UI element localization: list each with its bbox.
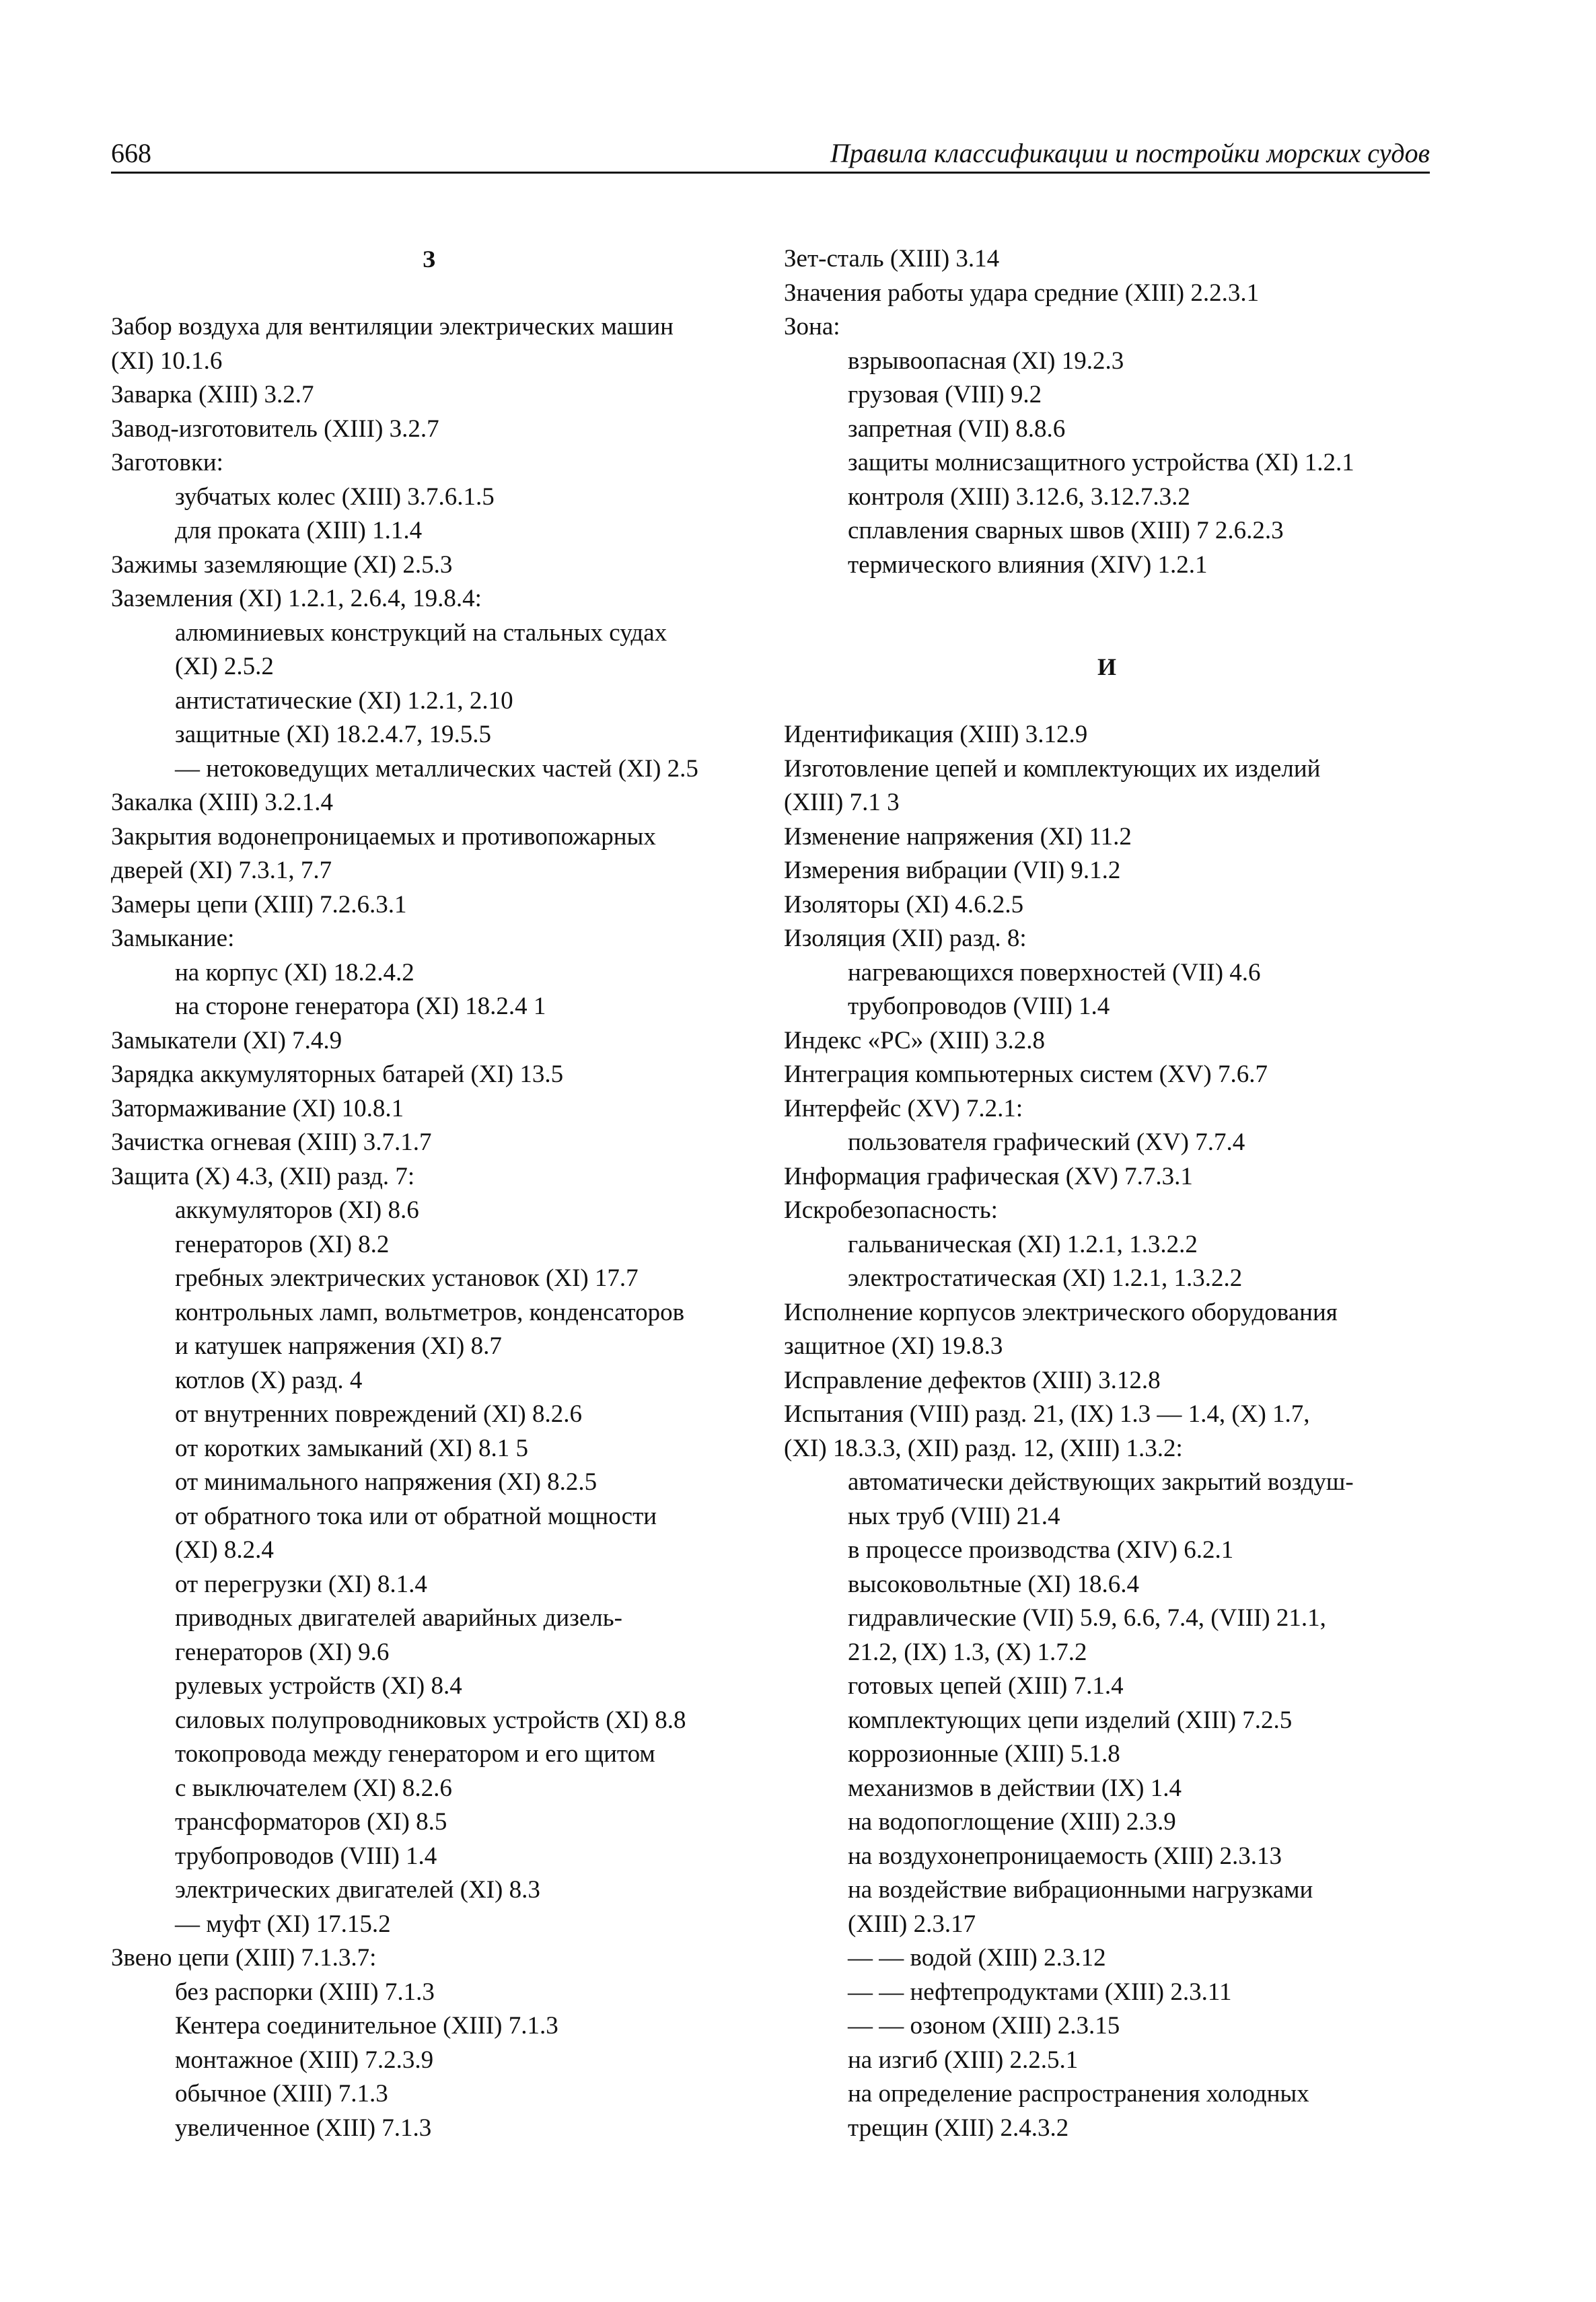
index-entry: Кентера соединительное (XIII) 7.1.3 bbox=[175, 2012, 558, 2040]
index-entry: увеличенное (XIII) 7.1.3 bbox=[175, 2114, 432, 2142]
index-group-z-continued bbox=[784, 242, 1430, 582]
index-entry: — — озоном (XIII) 2.3.15 bbox=[848, 2012, 1120, 2040]
index-entry: защитные (XI) 18.2.4.7, 19.5.5 bbox=[175, 721, 492, 748]
index-entry: с выключателем (XI) 8.2.6 bbox=[175, 1774, 452, 1802]
index-entry: Значения работы удара средние (XIII) 2.2.3.1 bbox=[784, 279, 1260, 307]
section-spacer bbox=[784, 582, 1430, 616]
index-entry: Зачистка огневая (XIII) 3.7.1.7 bbox=[111, 1128, 432, 1156]
index-entry: Испытания (VIII) разд. 21, (IX) 1.3 — 1.4, (X) 1.7, bbox=[784, 1400, 1310, 1428]
index-entry: Зет-сталь (XIII) 3.14 bbox=[784, 245, 1000, 273]
letter-heading-i: И bbox=[1097, 653, 1116, 680]
index-entry: Заварка (XIII) 3.2.7 bbox=[111, 381, 314, 408]
page-number: 668 bbox=[111, 138, 151, 168]
index-entry: трубопроводов (VIII) 1.4 bbox=[848, 993, 1110, 1020]
index-entry: от перегрузки (XI) 8.1.4 bbox=[175, 1570, 427, 1598]
letter-heading-z: З bbox=[422, 246, 435, 273]
index-entry: сплавления сварных швов (XIII) 7 2.6.2.3 bbox=[848, 517, 1284, 544]
index-entry: обычное (XIII) 7.1.3 bbox=[175, 2080, 388, 2108]
index-entry: Изготовление цепей и комплектующих их изделий bbox=[784, 754, 1321, 783]
index-entry: Завод-изготовитель (XIII) 3.2.7 bbox=[111, 415, 439, 443]
index-entry: Закалка (XIII) 3.2.1.4 bbox=[111, 789, 334, 816]
index-entry: Звено цепи (XIII) 7.1.3.7: bbox=[111, 1944, 377, 1972]
index-entry: механизмов в действии (IX) 1.4 bbox=[848, 1774, 1182, 1802]
index-entry: Закрытия водонепроницаемых и противопожарных bbox=[111, 822, 656, 851]
index-entry: — муфт (XI) 17.15.2 bbox=[175, 1910, 391, 1938]
index-entry: токопровода между генератором и его щитом bbox=[175, 1740, 655, 1768]
index-entry: Интеграция компьютерных систем (XV) 7.6.7 bbox=[784, 1060, 1268, 1088]
index-entry: Искробезопасность: bbox=[784, 1196, 998, 1224]
index-entry: на корпус (XI) 18.2.4.2 bbox=[175, 958, 414, 986]
index-entry: Изоляция (XII) разд. 8: bbox=[784, 925, 1027, 952]
index-entry: приводных двигателей аварийных дизель- bbox=[175, 1604, 622, 1632]
index-entry: автоматически действующих закрытий воздуш- bbox=[848, 1468, 1354, 1496]
running-title: Правила классификации и постройки морских судов bbox=[830, 138, 1430, 168]
index-entry: коррозионные (XIII) 5.1.8 bbox=[848, 1740, 1120, 1768]
page-header bbox=[111, 131, 1430, 174]
index-entry: Изоляторы (XI) 4.6.2.5 bbox=[784, 890, 1024, 919]
index-entry: рулевых устройств (XI) 8.4 bbox=[175, 1672, 462, 1700]
index-entry: Замыкание: bbox=[111, 925, 235, 952]
index-entry: взрывоопасная (XI) 19.2.3 bbox=[848, 347, 1124, 375]
index-entry: пользователя графический (XV) 7.7.4 bbox=[848, 1128, 1245, 1156]
index-entry: (XI) 8.2.4 bbox=[175, 1536, 274, 1564]
index-entry: высоковольтные (XI) 18.6.4 bbox=[848, 1570, 1139, 1598]
index-entry: грузовая (VIII) 9.2 bbox=[848, 381, 1042, 408]
index-entry: защитное (XI) 19.8.3 bbox=[784, 1332, 1003, 1360]
index-column-left bbox=[111, 242, 747, 2145]
index-entry: Затормаживание (XI) 10.8.1 bbox=[111, 1094, 404, 1122]
index-entry: от минимального напряжения (XI) 8.2.5 bbox=[175, 1468, 597, 1496]
index-group-i bbox=[784, 718, 1430, 2145]
index-entry: Изменение напряжения (XI) 11.2 bbox=[784, 822, 1132, 851]
index-entry: комплектующих цепи изделий (XIII) 7.2.5 bbox=[848, 1706, 1293, 1734]
index-entry: ных труб (VIII) 21.4 bbox=[848, 1502, 1060, 1530]
index-entry: — — нефтепродуктами (XIII) 2.3.11 bbox=[848, 1978, 1232, 2006]
index-entry: без распорки (XIII) 7.1.3 bbox=[175, 1978, 435, 2006]
section-spacer bbox=[784, 616, 1430, 651]
index-entry: антистатические (XI) 1.2.1, 2.10 bbox=[175, 686, 513, 715]
index-entry: трансформаторов (XI) 8.5 bbox=[175, 1808, 447, 1836]
index-entry: зубчатых колес (XIII) 3.7.6.1.5 bbox=[175, 482, 495, 511]
index-entry: контрольных ламп, вольтметров, конденсаторов bbox=[175, 1298, 685, 1326]
index-entry: Информация графическая (XV) 7.7.3.1 bbox=[784, 1162, 1193, 1190]
index-entry: от коротких замыканий (XI) 8.1 5 bbox=[175, 1434, 528, 1462]
index-entry: гальваническая (XI) 1.2.1, 1.3.2.2 bbox=[848, 1230, 1198, 1258]
index-entry: (XI) 18.3.3, (XII) разд. 12, (XIII) 1.3.2: bbox=[784, 1434, 1183, 1462]
index-entry: (XI) 2.5.2 bbox=[175, 653, 274, 680]
index-entry: гребных электрических установок (XI) 17.7 bbox=[175, 1264, 639, 1292]
index-entry: Исправление дефектов (XIII) 3.12.8 bbox=[784, 1366, 1161, 1394]
index-entry: Измерения вибрации (VII) 9.1.2 bbox=[784, 857, 1121, 884]
index-entry: на водопоглощение (XIII) 2.3.9 bbox=[848, 1808, 1176, 1836]
index-entry: на определение распространения холодных bbox=[848, 2080, 1309, 2108]
index-entry: для проката (XIII) 1.1.4 bbox=[175, 517, 423, 544]
index-entry: контроля (XIII) 3.12.6, 3.12.7.3.2 bbox=[848, 482, 1190, 511]
index-entry: электрических двигателей (XI) 8.3 bbox=[175, 1876, 540, 1904]
index-entry: силовых полупроводниковых устройств (XI) 8.8 bbox=[175, 1706, 686, 1734]
index-entry: в процессе производства (XIV) 6.2.1 bbox=[848, 1536, 1234, 1564]
index-entry: (XIII) 2.3.17 bbox=[848, 1910, 976, 1938]
index-entry: на воздействие вибрационными нагрузками bbox=[848, 1876, 1313, 1904]
index-entry: нагревающихся поверхностей (VII) 4.6 bbox=[848, 958, 1261, 986]
index-entry: Исполнение корпусов электрического оборудования bbox=[784, 1298, 1338, 1326]
index-entry: — нетоковедущих металлических частей (XI) 2.5 bbox=[175, 754, 698, 783]
index-entry: электростатическая (XI) 1.2.1, 1.3.2.2 bbox=[848, 1264, 1243, 1292]
index-entry: трубопроводов (VIII) 1.4 bbox=[175, 1842, 437, 1870]
index-entry: алюминиевых конструкций на стальных судах bbox=[175, 618, 667, 647]
index-entry: Зона: bbox=[784, 313, 840, 340]
heading-spacer bbox=[784, 684, 1430, 719]
index-entry: — — водой (XIII) 2.3.12 bbox=[848, 1944, 1106, 1972]
index-entry: на изгиб (XIII) 2.2.5.1 bbox=[848, 2046, 1079, 2074]
heading-spacer bbox=[111, 277, 747, 311]
index-entry: Забор воздуха для вентиляции электрических машин bbox=[111, 313, 674, 340]
index-entry: защиты молнисзащитного устройства (XI) 1.2.1 bbox=[848, 449, 1354, 476]
index-entry: от обратного тока или от обратной мощности bbox=[175, 1502, 657, 1530]
index-entry: Замеры цепи (XIII) 7.2.6.3.1 bbox=[111, 890, 407, 919]
index-entry: трещин (XIII) 2.4.3.2 bbox=[848, 2114, 1069, 2142]
index-entry: запретная (VII) 8.8.6 bbox=[848, 415, 1066, 443]
index-entry: Зажимы заземляющие (XI) 2.5.3 bbox=[111, 550, 453, 579]
index-entry: (XIII) 7.1 3 bbox=[784, 789, 900, 816]
index-entry: 21.2, (IX) 1.3, (X) 1.7.2 bbox=[848, 1638, 1087, 1666]
index-entry: котлов (X) разд. 4 bbox=[175, 1366, 363, 1394]
index-column-right bbox=[784, 242, 1430, 2145]
index-entry: готовых цепей (XIII) 7.1.4 bbox=[848, 1672, 1124, 1700]
index-entry: Заготовки: bbox=[111, 449, 223, 476]
index-entry: Интерфейс (XV) 7.2.1: bbox=[784, 1094, 1023, 1122]
index-entry: генераторов (XI) 9.6 bbox=[175, 1638, 390, 1666]
index-entry: аккумуляторов (XI) 8.6 bbox=[175, 1196, 419, 1224]
index-entry: дверей (XI) 7.3.1, 7.7 bbox=[111, 857, 332, 884]
index-entry: Защита (X) 4.3, (XII) разд. 7: bbox=[111, 1162, 415, 1190]
index-entry: (XI) 10.1.6 bbox=[111, 347, 223, 375]
index-entry: термического влияния (XIV) 1.2.1 bbox=[848, 550, 1208, 579]
index-entry: от внутренних повреждений (XI) 8.2.6 bbox=[175, 1400, 582, 1428]
index-entry: Индекс «РС» (XIII) 3.2.8 bbox=[784, 1026, 1046, 1054]
index-entry: и катушек напряжения (XI) 8.7 bbox=[175, 1332, 502, 1360]
index-entry: на стороне генератора (XI) 18.2.4 1 bbox=[175, 993, 546, 1020]
index-entry: гидравлические (VII) 5.9, 6.6, 7.4, (VIII) 21.1, bbox=[848, 1604, 1326, 1632]
index-entry: генераторов (XI) 8.2 bbox=[175, 1230, 390, 1258]
index-entry: монтажное (XIII) 7.2.3.9 bbox=[175, 2046, 434, 2074]
index-entry: Идентификация (XIII) 3.12.9 bbox=[784, 721, 1088, 748]
index-entry: Зарядка аккумуляторных батарей (XI) 13.5 bbox=[111, 1060, 564, 1088]
index-entry: Замыкатели (XI) 7.4.9 bbox=[111, 1026, 342, 1054]
index-entry: на воздухонепроницаемость (XIII) 2.3.13 bbox=[848, 1842, 1282, 1870]
index-entry: Заземления (XI) 1.2.1, 2.6.4, 19.8.4: bbox=[111, 585, 482, 612]
